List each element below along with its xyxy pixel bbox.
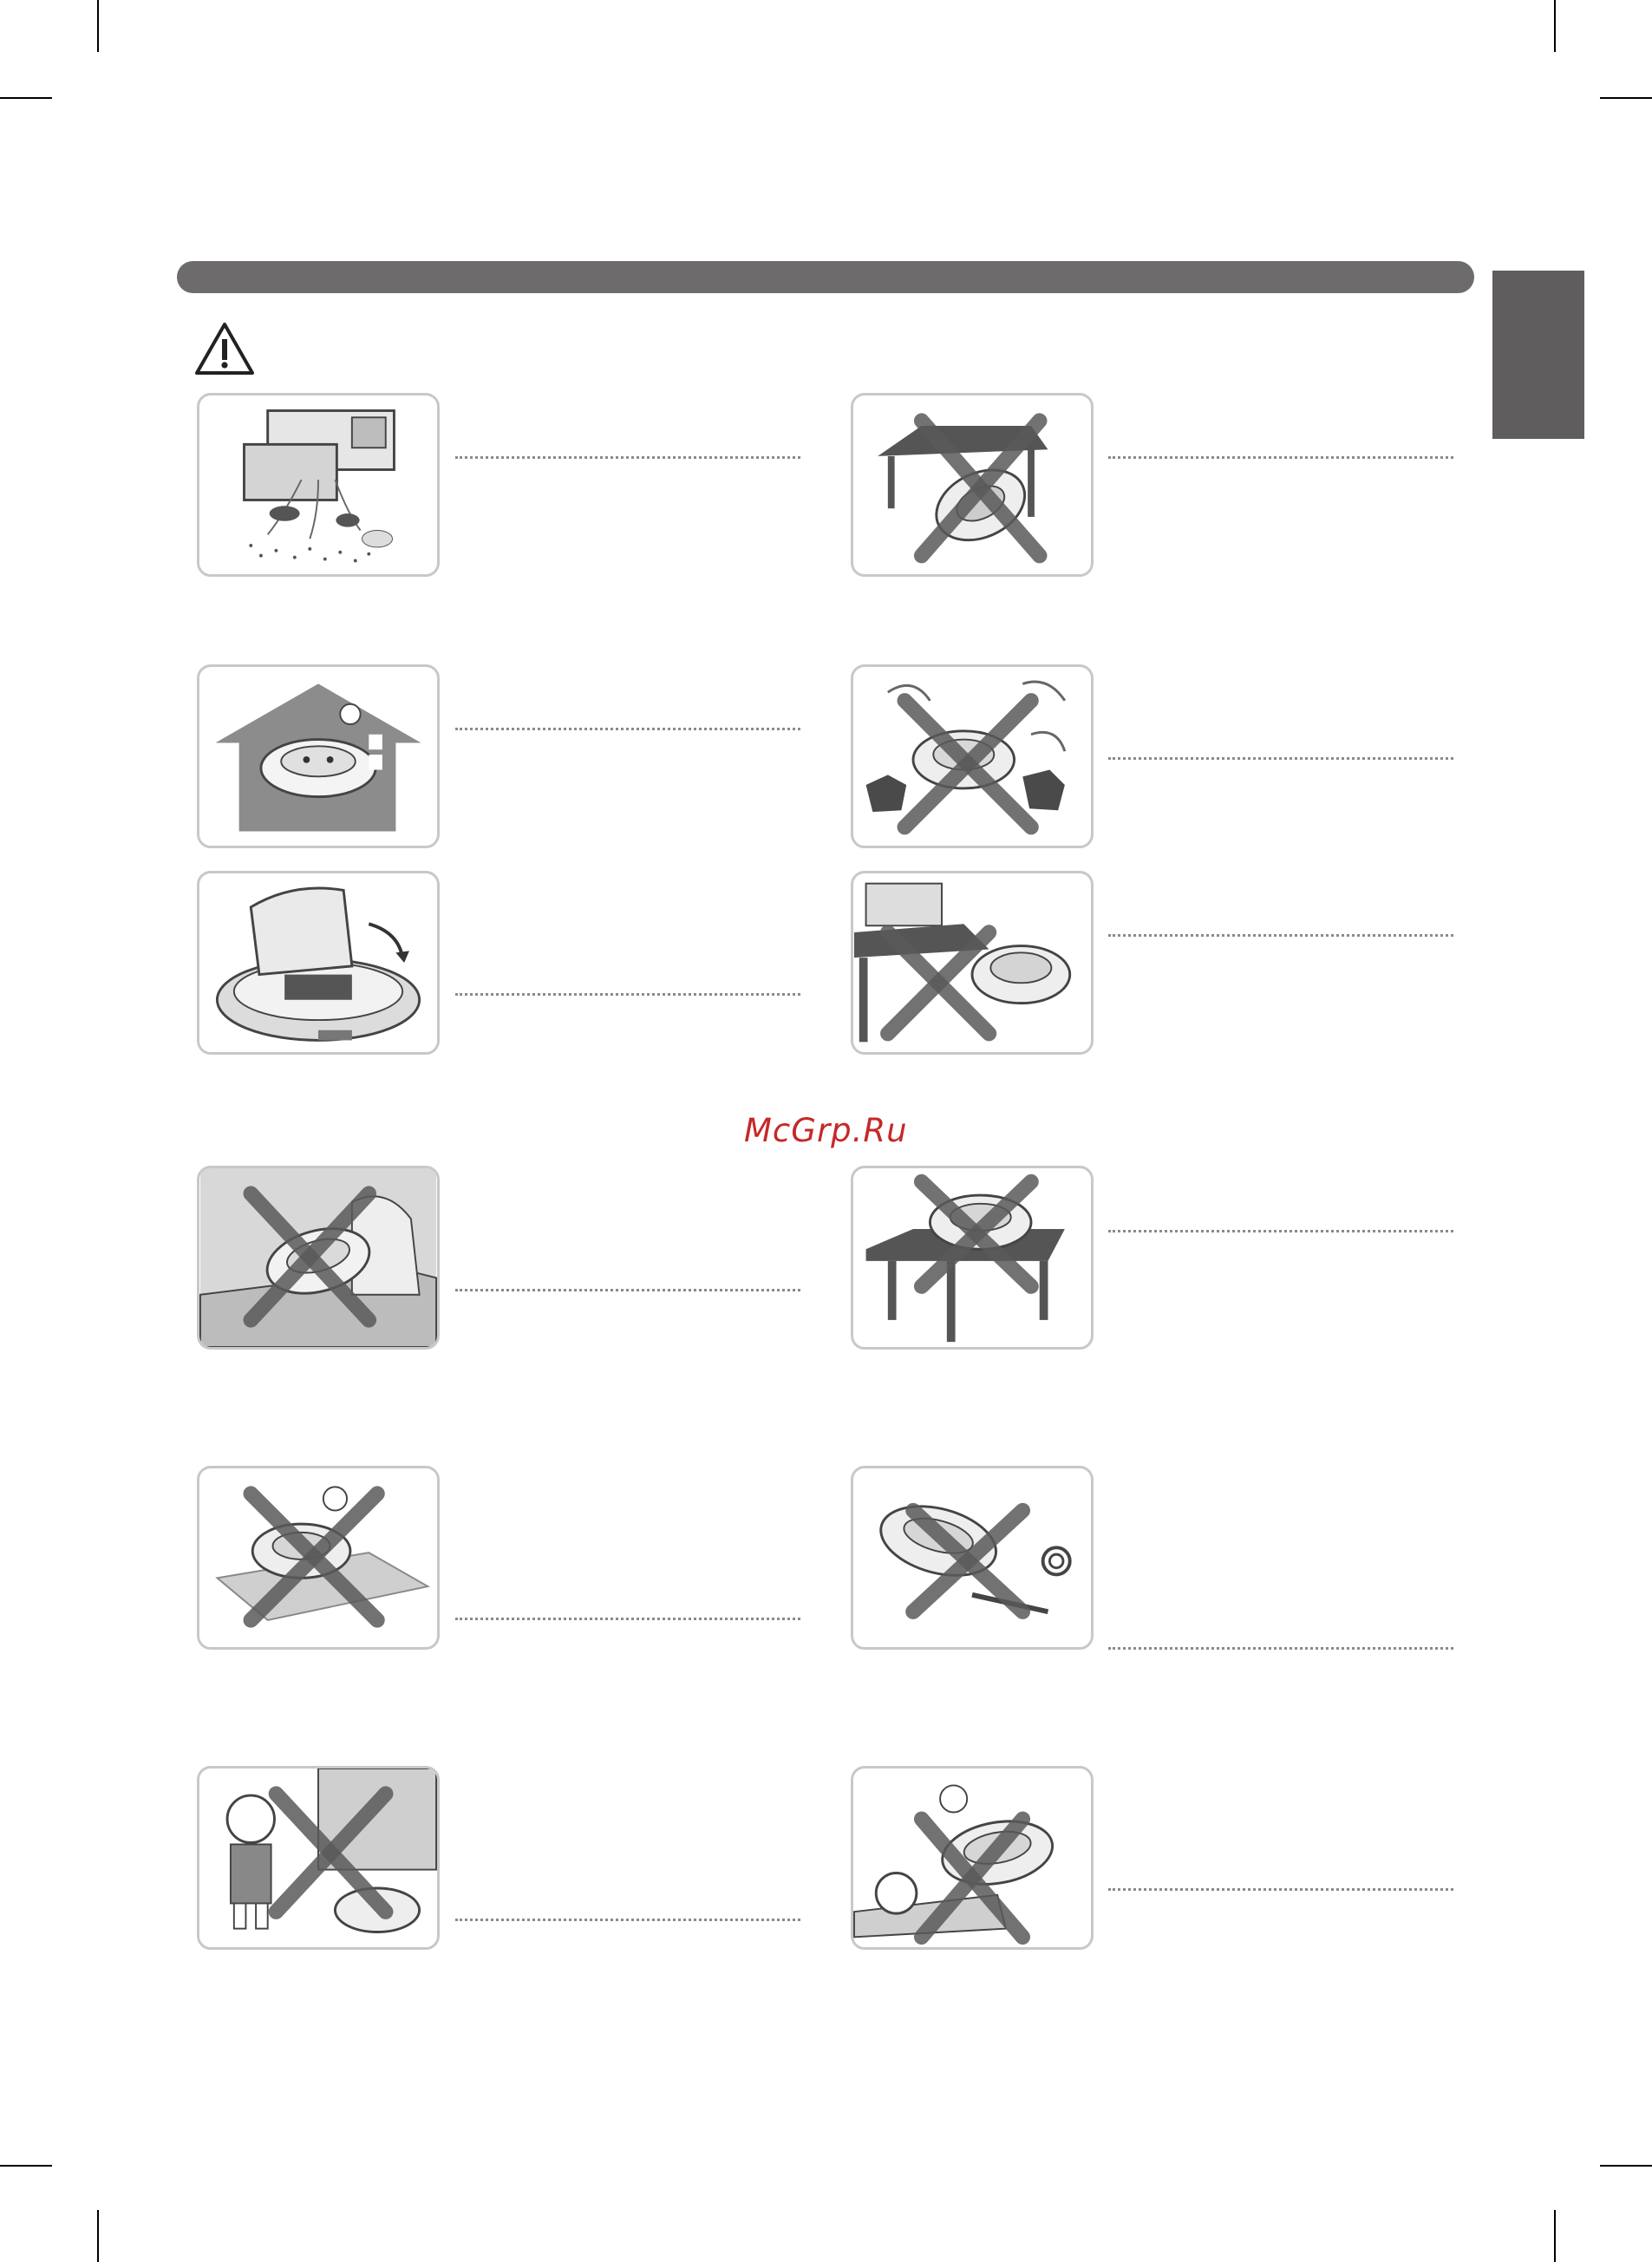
text-leader-line <box>455 1618 800 1620</box>
text-leader-line <box>1108 456 1453 459</box>
crop-mark <box>97 0 99 52</box>
illustration-robot-on-table <box>851 1166 1094 1350</box>
illustration-robot-under-table <box>851 393 1094 577</box>
illustration-robot-over-person-no <box>851 1766 1094 1950</box>
illustration-dust-bin-insects <box>197 393 440 577</box>
text-leader-line <box>455 728 800 730</box>
warning-triangle-icon <box>193 320 256 377</box>
illustration-child-with-robot <box>197 1766 440 1950</box>
illustration-robot-shaking-vibration <box>851 664 1094 848</box>
text-leader-line <box>455 1289 800 1291</box>
text-leader-line <box>1108 1888 1453 1891</box>
text-leader-line <box>455 1919 800 1921</box>
crop-mark <box>0 97 52 99</box>
illustration-robot-near-box-table <box>851 871 1094 1055</box>
chapter-side-tab <box>1492 271 1584 439</box>
crop-mark <box>1554 0 1556 52</box>
illustration-robot-on-sofa <box>197 1166 440 1350</box>
crop-mark <box>1600 2165 1652 2167</box>
watermark-text: McGrp.Ru <box>744 1112 908 1149</box>
text-leader-line <box>1108 1647 1453 1650</box>
text-leader-line <box>1108 757 1453 760</box>
text-leader-line <box>1108 934 1453 937</box>
crop-mark <box>1554 2210 1556 2262</box>
illustration-robot-with-cable <box>851 1466 1094 1650</box>
illustration-robot-open-cover <box>197 871 440 1055</box>
text-leader-line <box>1108 1230 1453 1232</box>
section-header-bar <box>177 261 1474 293</box>
crop-mark <box>1600 97 1652 99</box>
illustration-robot-indoor-house <box>197 664 440 848</box>
crop-mark <box>0 2165 52 2167</box>
text-leader-line <box>455 993 800 996</box>
illustration-robot-on-rug-no <box>197 1466 440 1650</box>
text-leader-line <box>455 456 800 459</box>
crop-mark <box>97 2210 99 2262</box>
